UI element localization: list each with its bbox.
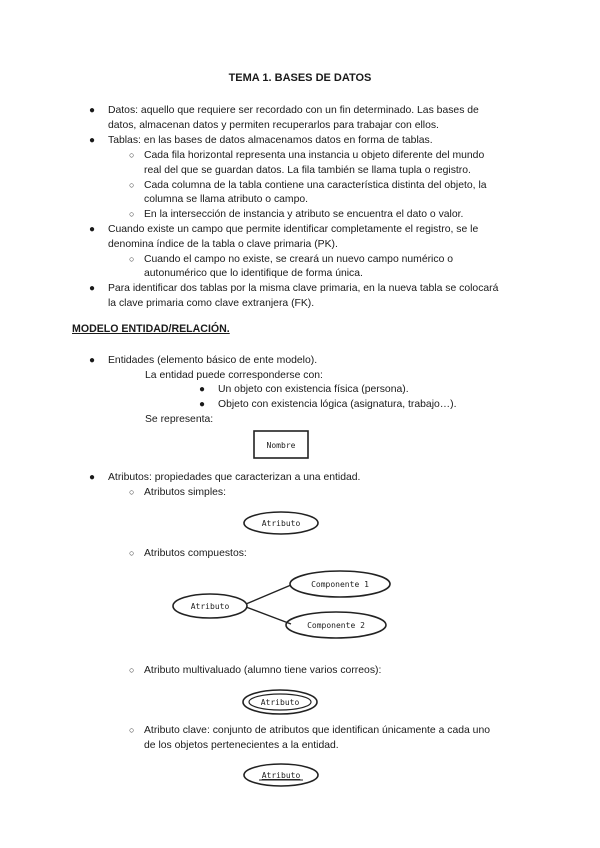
multivalued-attribute-ellipse [243, 690, 317, 714]
multivalued-attribute-label: Atributo [260, 698, 300, 707]
text-line: Cuando existe un campo que permite identificar completamente el registro, se le [108, 224, 479, 235]
simple-attribute-ellipse [244, 512, 318, 534]
bullet-icon: ● [199, 399, 206, 410]
text-line: columna se llama atributo o campo. [144, 194, 309, 205]
composite-attribute-diagram [173, 571, 390, 638]
entity-rectangle [254, 431, 308, 458]
circle-bullet-icon: ○ [129, 487, 135, 497]
text-line: Datos: aquello que requiere ser recordado con un fin determinado. Las bases de [108, 105, 479, 116]
text-line: Entidades (elemento básico de ente modelo). [108, 355, 318, 366]
text-line: Atributo clave: conjunto de atributos que identifican únicamente a cada uno [144, 725, 491, 736]
simple-attribute-label: Atributo [261, 519, 301, 528]
section-heading: MODELO ENTIDAD/RELACIÓN. [72, 323, 230, 335]
connector-line [246, 607, 291, 624]
text-line: Se representa: [145, 414, 214, 425]
text-line: Un objeto con existencia física (persona). [218, 384, 409, 395]
text-line: datos, almacenan datos y permiten recuperarlos para trabajar con ellos. [108, 120, 439, 131]
bullet-icon: ● [89, 135, 96, 146]
text-line: de los objetos pertenecientes a la entidad. [144, 740, 339, 751]
key-attribute-label: Atributo [261, 771, 301, 780]
component-2-label: Componente 2 [307, 621, 365, 630]
bullet-icon: ● [89, 224, 96, 235]
bullet-icon: ● [89, 472, 96, 483]
text-line: Para identificar dos tablas por la misma clave primaria, en la nueva tabla se colocará [108, 283, 499, 294]
text-line: Atributos compuestos: [144, 548, 247, 559]
text-line: Objeto con existencia lógica (asignatura, trabajo…). [218, 399, 457, 410]
text-line: autonumérico que lo identifique de forma única. [144, 268, 363, 279]
entity-label: Nombre [266, 441, 296, 450]
circle-bullet-icon: ○ [129, 150, 135, 160]
text-line: Cada columna de la tabla contiene una característica distinta del objeto, la [144, 180, 487, 191]
text-line: real del que se guardan datos. La fila también se llama tupla o registro. [144, 165, 471, 176]
composite-main-label: Atributo [190, 602, 230, 611]
bullet-icon: ● [89, 283, 96, 294]
text-line: Atributos: propiedades que caracterizan a una entidad. [108, 472, 361, 483]
component-1-label: Componente 1 [311, 580, 369, 589]
circle-bullet-icon: ○ [129, 180, 135, 190]
circle-bullet-icon: ○ [129, 209, 135, 219]
text-line: La entidad puede corresponderse con: [145, 370, 323, 381]
connector-line [246, 585, 291, 604]
circle-bullet-icon: ○ [129, 254, 135, 264]
text-line: denomina índice de la tabla o clave primaria (PK). [108, 239, 338, 250]
bullet-icon: ● [89, 355, 96, 366]
text-line: Cada fila horizontal representa una instancia u objeto diferente del mundo [144, 150, 485, 161]
text-line: Atributo multivaluado (alumno tiene varios correos): [144, 665, 382, 676]
text-line: la clave primaria como clave extranjera (FK). [108, 298, 315, 309]
bullet-icon: ● [89, 105, 96, 116]
text-line: Tablas: en las bases de datos almacenamos datos en forma de tablas. [108, 135, 433, 146]
text-line: Atributos simples: [144, 487, 226, 498]
circle-bullet-icon: ○ [129, 665, 135, 675]
text-line: Cuando el campo no existe, se creará un nuevo campo numérico o [144, 254, 454, 265]
text-line: En la intersección de instancia y atributo se encuentra el dato o valor. [144, 209, 464, 220]
key-attribute-ellipse [244, 764, 318, 786]
bullet-icon: ● [199, 384, 206, 395]
page-title: TEMA 1. BASES DE DATOS [228, 72, 372, 84]
circle-bullet-icon: ○ [129, 725, 135, 735]
circle-bullet-icon: ○ [129, 548, 135, 558]
